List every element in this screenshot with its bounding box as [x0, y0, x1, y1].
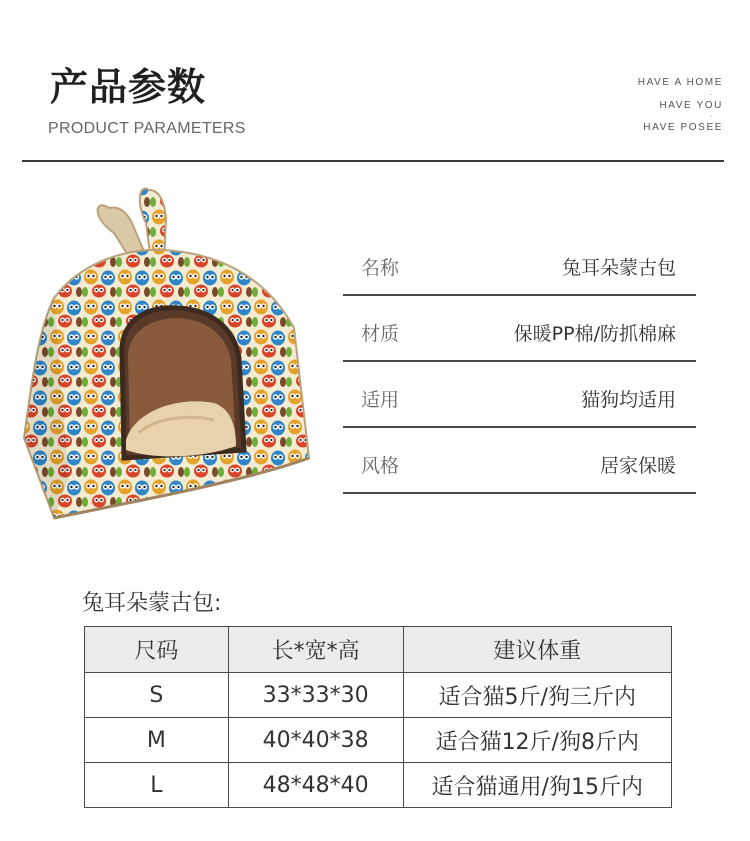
header-size: 尺码 [85, 627, 229, 673]
slogan-line-1: HAVE A HOME [637, 77, 723, 88]
spec-value: 保暖PP棉/防抓棉麻 [513, 323, 676, 345]
cell-weight: 适合猫12斤/狗8斤内 [403, 718, 671, 763]
spec-value: 居家保暖 [599, 455, 676, 477]
spec-label: 风格 [361, 455, 400, 477]
slogan [573, 77, 723, 134]
spec-value: 兔耳朵蒙古包 [561, 257, 676, 279]
cell-size: L [85, 763, 229, 808]
cell-weight: 适合猫通用/狗15斤内 [403, 763, 671, 808]
slogan-dot: · [709, 88, 714, 100]
spec-row-material [343, 296, 696, 362]
spec-label: 适用 [361, 389, 400, 411]
spec-value: 猫狗均适用 [580, 389, 676, 411]
spec-label: 材质 [361, 323, 400, 345]
size-table [84, 626, 672, 808]
cell-dimensions: 40*40*38 [228, 718, 403, 763]
page-subtitle: PRODUCT PARAMETERS [48, 120, 246, 137]
page-title: 产品参数 [50, 65, 207, 109]
spec-row-suitable [343, 362, 696, 428]
header-dimensions: 长*宽*高 [228, 627, 403, 673]
cell-dimensions: 48*48*40 [228, 763, 403, 808]
header-divider [22, 160, 724, 162]
cell-size: S [85, 673, 229, 718]
table-row [85, 718, 672, 763]
spec-row-style [343, 428, 696, 494]
cell-weight: 适合猫5斤/狗三斤内 [403, 673, 671, 718]
owl-print-pet-tent-image [14, 178, 320, 523]
spec-row-name [343, 230, 696, 296]
table-row [85, 673, 672, 718]
table-row [85, 763, 672, 808]
header-weight: 建议体重 [403, 627, 671, 673]
slogan-dot: · [709, 111, 714, 122]
cell-dimensions: 33*33*30 [228, 673, 403, 718]
cell-size: M [85, 718, 229, 763]
slogan-line-3: HAVE POSEE [643, 122, 723, 133]
spec-label: 名称 [361, 257, 400, 279]
table-header-row [85, 627, 672, 673]
spec-list [343, 230, 696, 494]
size-table-caption: 兔耳朵蒙古包: [82, 591, 222, 616]
slogan-line-2: HAVE YOU [659, 99, 723, 111]
